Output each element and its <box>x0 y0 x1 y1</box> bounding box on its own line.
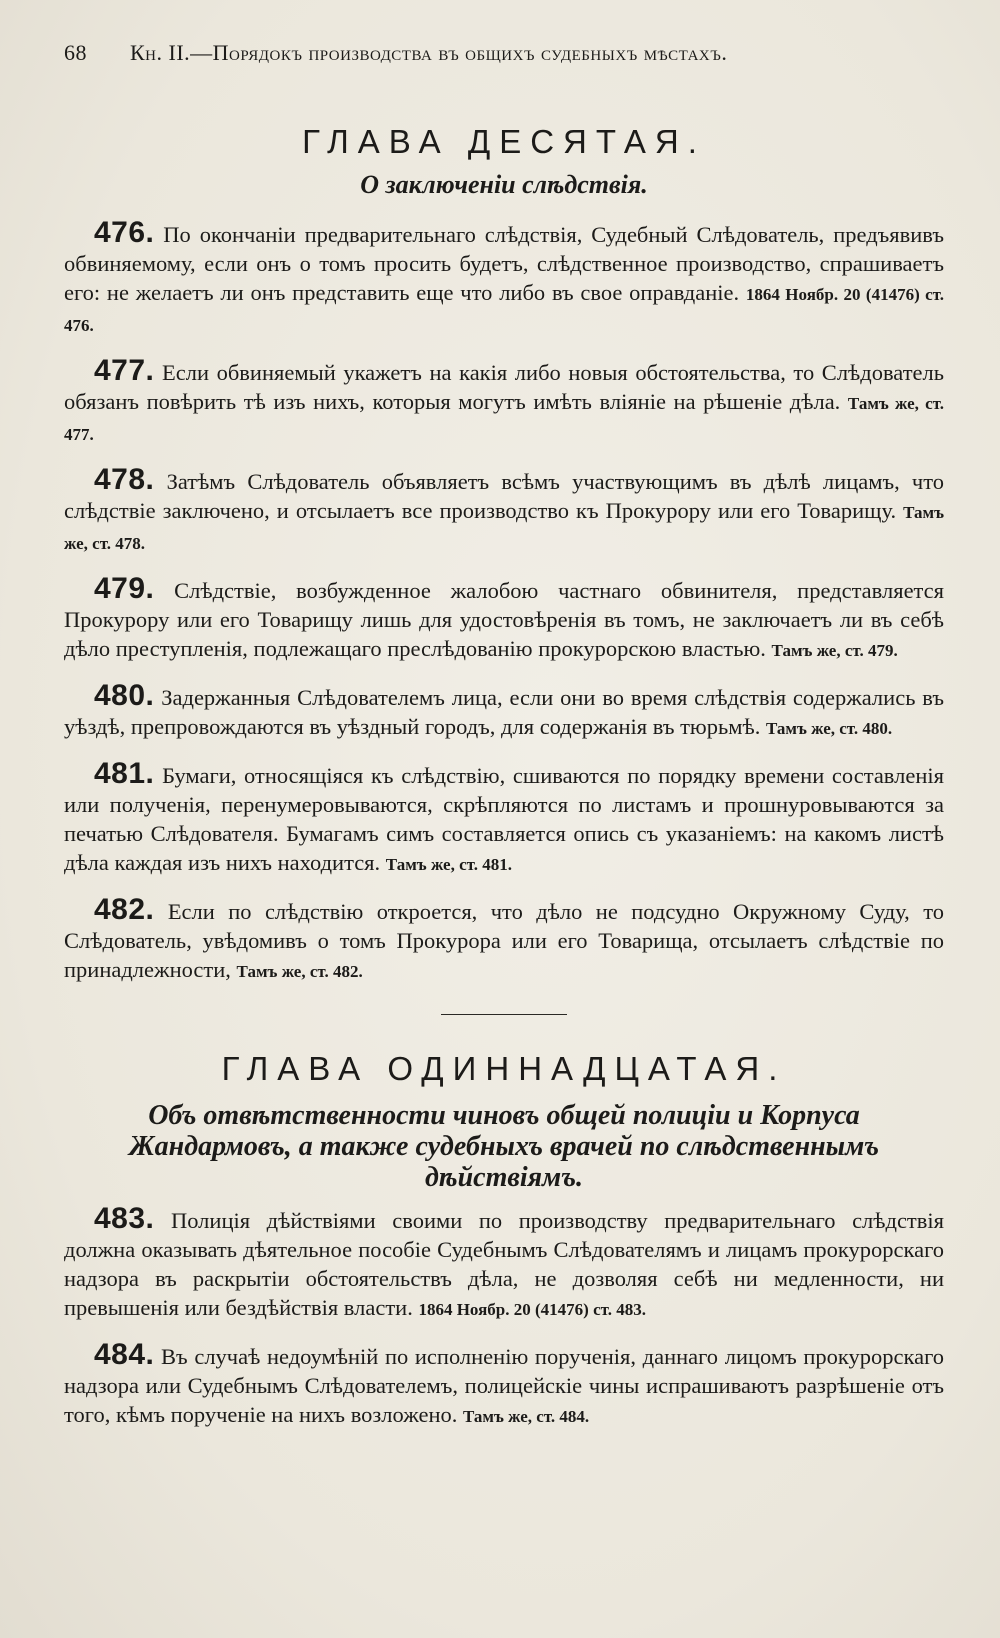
page-number: 68 <box>64 40 87 65</box>
article-484 <box>64 1337 945 1431</box>
article-text: Бумаги, относящiяся къ слѣдствiю, сшиваются по порядку времени составленiя или полученiя, перенумеровываются, скрѣпляются по листамъ и прошнуровываются за печатью Слѣдователя. Бумагамъ симъ составляется опись съ указанiемъ: на какомъ листѣ дѣла каждая изъ нихъ находится. <box>64 763 944 876</box>
article-number: 482. <box>94 893 155 927</box>
article-number: 481. <box>94 757 155 791</box>
chapter-eleven-title: ГЛАВА ОДИННАДЦАТАЯ. <box>221 1050 787 1088</box>
article-number: 476. <box>94 216 155 250</box>
article-text: Если обвиняемый укажетъ на какiя либо новыя обстоятельства, то Слѣдователь обязанъ повѣрить тѣ изъ нихъ, которыя могутъ имѣть влiянiе на рѣшенiе дѣла. <box>64 360 944 415</box>
chapter-eleven-subtitle: Объ отвѣтственности чиновъ общей полицiи и Корпуса Жандармовъ, а также судебныхъ врачей по слѣдственнымъ дѣйствiямъ. <box>128 1099 880 1194</box>
article-reference: Тамъ же, ст. 480. <box>765 719 893 739</box>
article-number: 479. <box>94 572 155 606</box>
article-reference: 1864 Ноябр. 20 (41476) ст. 476. <box>64 285 945 336</box>
article-reference: Тамъ же, ст. 481. <box>385 855 512 875</box>
article-text: Затѣмъ Слѣдователь объявляетъ всѣмъ участвующимъ въ дѣлѣ лицамъ, что слѣдствiе заключено, и отсылаетъ все производство къ Прокурору или его Товарищу. <box>64 469 944 524</box>
article-number: 477. <box>94 354 155 388</box>
article-479 <box>64 574 944 665</box>
article-number: 484. <box>94 1337 155 1371</box>
article-reference: Тамъ же, ст. 478. <box>64 503 945 554</box>
article-text: Въ случаѣ недоумѣнiй по исполненiю порученiя, даннаго лицомъ прокурорскаго надзора или Судебнымъ Слѣдователемъ, полицейскiе чины испрашиваютъ разрѣшенiе отъ того, кѣмъ порученiе на нихъ возложено. <box>64 1343 945 1427</box>
article-text: Полицiя дѣйствiями своими по производству предварительнаго слѣдствiя должна оказывать дѣятельное пособiе Судебнымъ Слѣдователямъ и лицамъ прокурорскаго надзора въ раскрытiи обстоятельствъ дѣла, не дозволяя себѣ ни медленности, ни превышенiя или бездѣйствiя власти. <box>64 1207 944 1320</box>
article-483 <box>64 1201 944 1324</box>
article-reference: Тамъ же, ст. 479. <box>771 641 898 661</box>
running-header <box>64 40 944 66</box>
article-477 <box>64 356 944 449</box>
chapter-ten-subtitle: О заключенiи слѣдствiя. <box>360 170 648 200</box>
chapter-ten-title: ГЛАВА ДЕСЯТАЯ. <box>302 123 706 160</box>
article-text: Если по слѣдствiю откроется, что дѣло не подсудно Окружному Суду, то Слѣдователь, увѣдомивъ о томъ Прокурора или его Товарища, отсылаетъ слѣдствiе по принадлежности, <box>64 899 944 983</box>
section-divider <box>441 1014 567 1015</box>
article-text: Задержанныя Слѣдователемъ лица, если они во время слѣдствiя содержались въ уѣздѣ, препровождаются въ уѣздный городъ, для содержанiя въ тюрьмѣ. <box>64 685 944 740</box>
running-title: Кн. II.—Порядокъ производства въ общихъ судебныхъ мѣстахъ. <box>130 40 728 65</box>
article-number: 480. <box>94 679 155 713</box>
article-number: 483. <box>94 1201 155 1235</box>
article-482 <box>64 895 944 986</box>
article-number: 478. <box>94 463 155 497</box>
article-text: Слѣдствiе, возбужденное жалобою частнаго обвинителя, представляется Прокурору или его Товарищу лишь для удостовѣренiя въ томъ, не заключаетъ ли въ себѣ дѣло преступленiя, подлежащаго преслѣдованiю прокурорскою властью. <box>64 578 944 662</box>
article-reference: Тамъ же, ст. 477. <box>64 394 945 445</box>
article-reference: Тамъ же, ст. 484. <box>463 1406 590 1426</box>
article-476 <box>64 218 944 340</box>
article-reference: 1864 Ноябр. 20 (41476) ст. 483. <box>418 1299 646 1319</box>
article-reference: Тамъ же, ст. 482. <box>236 962 363 982</box>
article-text: По окончанiи предварительнаго слѣдствiя, Судебный Слѣдователь, предъявивъ обвиняемому, если онъ о томъ просить будетъ, слѣдственное производство, спрашиваетъ его: не желаетъ ли онъ представить еще что либо въ свое оправданiе. <box>64 222 944 306</box>
article-480 <box>64 681 944 743</box>
article-478 <box>64 465 944 558</box>
article-481 <box>64 759 944 879</box>
